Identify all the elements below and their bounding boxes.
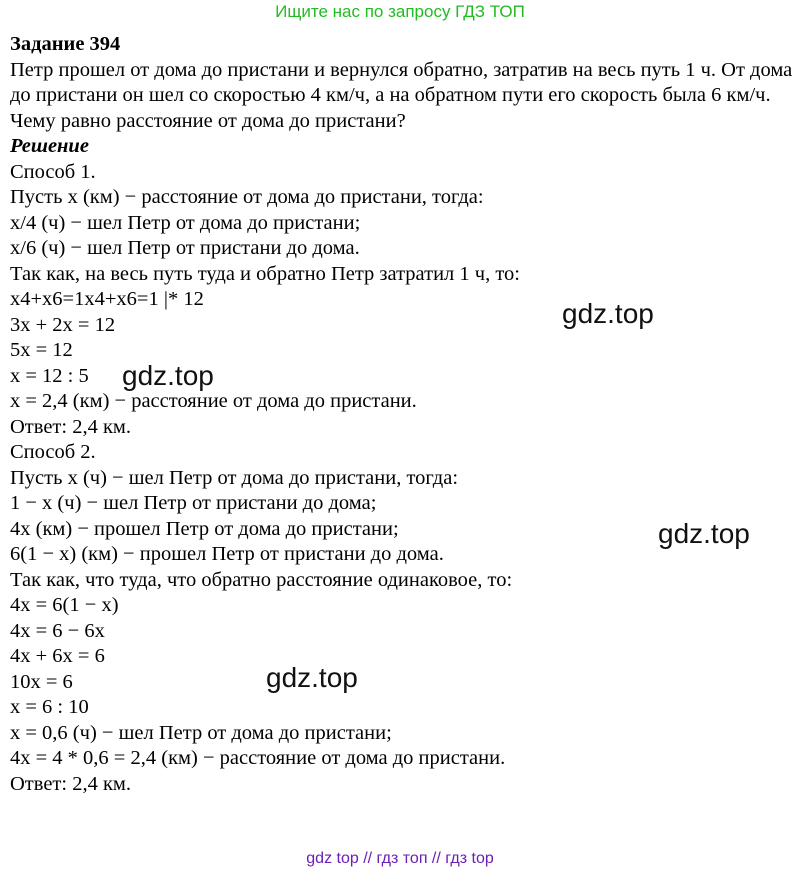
- solution-line: x = 12 : 5: [10, 364, 89, 387]
- solution-line: 4x (км) − прошел Петр от дома до пристани;: [10, 517, 399, 540]
- solution-line: 4x = 4 * 0,6 = 2,4 (км) − расстояние от дома до пристани.: [10, 747, 506, 769]
- watermark: gdz.top: [266, 662, 358, 693]
- solution-line: x/6 (ч) − шел Петр от пристани до дома.: [10, 237, 360, 259]
- solution-line: 4x + 6x = 6: [10, 645, 105, 667]
- task-document: [10, 32, 795, 797]
- solution-line: Так как, что туда, что обратно расстояние одинаковое, то:: [10, 568, 513, 591]
- search-banner: Ищите нас по запросу ГДЗ ТОП: [275, 2, 525, 21]
- watermark: gdz.top: [658, 518, 750, 549]
- solution-label: Решение: [10, 135, 89, 157]
- solution-line: Ответ: 2,4 км.: [10, 772, 132, 795]
- solution-line: Способ 1.: [10, 160, 96, 183]
- watermark: gdz.top: [122, 360, 214, 391]
- solution-line: x = 2,4 (км) − расстояние от дома до пристани.: [10, 390, 417, 412]
- task-title: Задание 394: [10, 33, 121, 55]
- footer-links[interactable]: gdz top // гдз топ // гдз top: [306, 850, 494, 867]
- solution-line: 5x = 12: [10, 339, 73, 361]
- solution-line: x = 0,6 (ч) − шел Петр от дома до пристани;: [10, 721, 392, 744]
- solution-line: Способ 2.: [10, 441, 96, 463]
- solution-line: 6(1 − x) (км) − прошел Петр от пристани до дома.: [10, 543, 444, 565]
- solution-line: Ответ: 2,4 км.: [10, 415, 132, 438]
- solution-line: Так как, на весь путь туда и обратно Петр затратил 1 ч, то:: [10, 262, 520, 285]
- solution-line: 4x = 6 − 6x: [10, 619, 105, 642]
- watermark: gdz.top: [562, 298, 654, 329]
- solution-line: Пусть x (км) − расстояние от дома до пристани, тогда:: [10, 186, 484, 208]
- solution-lines: [10, 160, 795, 798]
- task-statement: Петр прошел от дома до пристани и вернулся обратно, затратив на весь путь 1 ч. От дома до пристани он шел со скоростью 4 км/ч, а на обратном пути его скорость была 6 км/ч. Чему равно расстояние от дома до пристани?: [10, 58, 793, 132]
- solution-line: 1 − x (ч) − шел Петр от пристани до дома;: [10, 492, 377, 514]
- solution-line: x = 6 : 10: [10, 696, 89, 718]
- solution-line: 3x + 2x = 12: [10, 313, 116, 336]
- solution-line: x4+x6=1x4+x6=1 |* 12: [10, 288, 204, 310]
- solution-line: x/4 (ч) − шел Петр от дома до пристани;: [10, 211, 361, 234]
- solution-line: 10x = 6: [10, 670, 73, 693]
- solution-line: 4x = 6(1 − x): [10, 594, 119, 616]
- solution-line: Пусть x (ч) − шел Петр от дома до пристани, тогда:: [10, 466, 459, 489]
